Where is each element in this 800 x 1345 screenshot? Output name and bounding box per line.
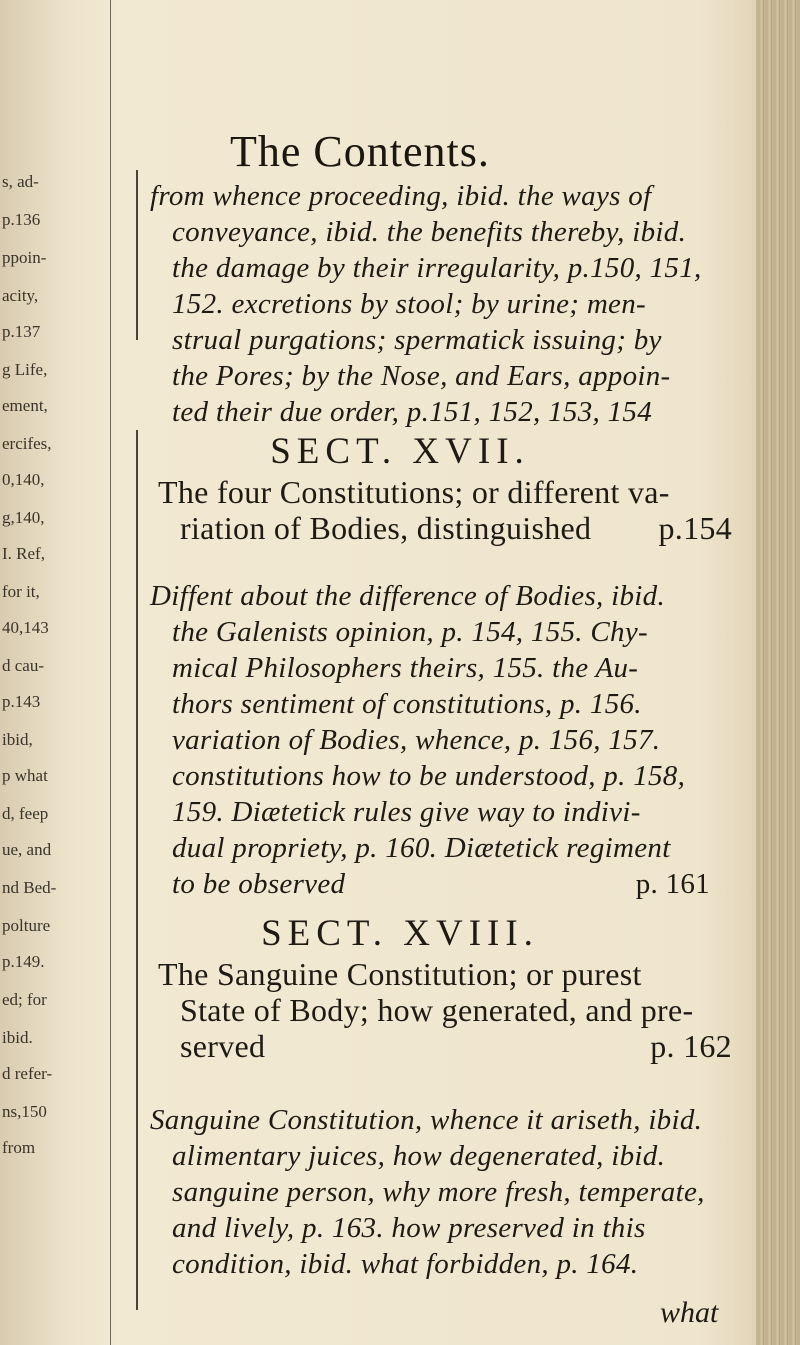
gutter-text-fragment: ercifes, (2, 434, 52, 453)
page-reference: p. 162 (650, 1028, 732, 1064)
running-head: The Contents. (230, 127, 490, 176)
gutter-text-fragment: p.137 (2, 322, 41, 341)
contents-entry-3: Sanguine Constitution, whence it ariseth, ibid. alimentary juices, how degenerated, ibid. sanguine person, why more fresh, temperate, and lively, p. 163. how preserved in this condition, ibid. what forbidden, p. 164. (150, 1104, 705, 1280)
gutter-text-fragment: g,140, (2, 508, 45, 527)
gutter-text-fragment: ement, (2, 396, 48, 415)
gutter-text-fragment: 0,140, (2, 470, 45, 489)
section-title-xviii: The Sanguine Constitution; or purest State of Body; how generated, and pre- served p. 162 (158, 956, 732, 1064)
gutter-text-fragment: ibid. (2, 1028, 33, 1047)
gutter-text-fragment: ibid, (2, 730, 33, 749)
gutter-text-fragment: d, feep (2, 804, 49, 823)
gutter-text-fragment: g Life, (2, 360, 48, 379)
gutter-text-fragment: ed; for (2, 990, 47, 1009)
gutter-text-fragment: I. Ref, (2, 544, 45, 563)
gutter-text-fragment: ns,150 (2, 1102, 47, 1121)
gutter-text-fragment: p.143 (2, 692, 41, 711)
gutter-text-fragment: p.149. (2, 952, 45, 971)
page-reference: p.154 (658, 510, 732, 546)
gutter-text-fragment: p.136 (2, 210, 41, 229)
margin-rule (136, 430, 138, 1310)
book-edge (756, 0, 800, 1345)
section-heading-xvii: SECT. XVII. (270, 431, 530, 472)
gutter-text-fragment: p what (2, 766, 48, 785)
gutter-text-fragment: d cau- (2, 656, 45, 675)
section-heading-xviii: SECT. XVIII. (261, 913, 539, 954)
gutter-text-fragment: d refer- (2, 1064, 53, 1083)
section-title-xvii: The four Constitutions; or different va- riation of Bodies, distinguished p.154 (158, 474, 732, 546)
gutter-text-fragment: for it, (2, 582, 40, 601)
contents-entry-2: Diffent about the difference of Bodies, ibid. the Galenists opinion, p. 154, 155. Chy- mical Philosophers theirs, 155. the Au- thors sentiment of constitutions, p. 156. variation of Bodies, whence, p. 156, 157. constitutions how to be understood, p. 158, 159. Diætetick rules give way to indivi- dual propriety, p. 160. Diætetick regiment to be observed p. 161 (150, 580, 710, 900)
gutter-text-fragment: 40,143 (2, 618, 49, 637)
gutter-text-fragment: ue, and (2, 840, 52, 859)
facing-page-fragment (0, 0, 111, 1345)
catchword: what (660, 1296, 719, 1329)
gutter-text-fragment: s, ad- (2, 172, 39, 191)
gutter-text-fragment: acity, (2, 286, 39, 305)
page-reference: p. 161 (635, 868, 710, 900)
gutter-text-fragment: nd Bed- (2, 878, 57, 897)
margin-rule (136, 170, 138, 340)
gutter-text-fragment: ppoin- (2, 248, 47, 267)
gutter-text-fragment: polture (2, 916, 51, 935)
contents-entry-1: from whence proceeding, ibid. the ways of conveyance, ibid. the benefits thereby, ibid. the damage by their irregularity, p.150, 151, 152. excretions by stool; by urine; men- strual purgations; spermatick issuing; by the Pores; by the Nose, and Ears, appoin- ted their due order, p.151, 152, 153, 154 (150, 180, 702, 428)
gutter-text-fragment: from (2, 1138, 36, 1157)
